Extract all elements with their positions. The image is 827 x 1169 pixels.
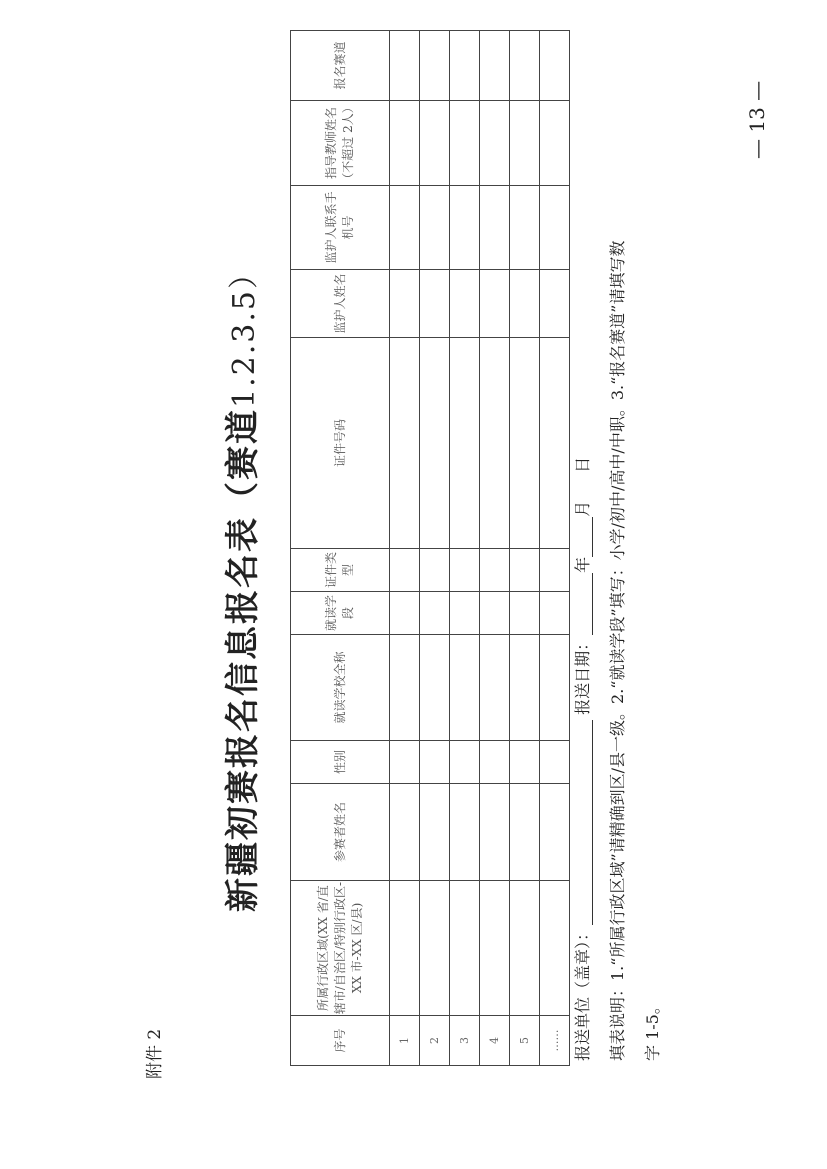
registration-table [290, 30, 570, 1066]
header-cell: 就读学校全称 [291, 635, 390, 741]
month-blank[interactable] [574, 517, 593, 557]
table-cell[interactable] [480, 592, 510, 635]
date-label: 报送日期： [573, 634, 592, 715]
row-number-cell: 2 [420, 1016, 450, 1066]
row-number-cell: 4 [480, 1016, 510, 1066]
table-cell[interactable] [480, 784, 510, 881]
table-cell[interactable] [390, 881, 420, 1016]
table-cell[interactable] [510, 784, 540, 881]
table-cell[interactable] [480, 31, 510, 101]
table-cell[interactable] [540, 338, 570, 549]
table-row [510, 31, 540, 1066]
note-line-2: 字 1-5。 [643, 998, 662, 1061]
unit-blank[interactable] [574, 720, 593, 925]
table-cell[interactable] [420, 338, 450, 549]
table-cell[interactable] [390, 270, 420, 338]
table-cell[interactable] [450, 881, 480, 1016]
header-cell: 参赛者姓名 [291, 784, 390, 881]
table-cell[interactable] [510, 549, 540, 592]
table-cell[interactable] [450, 784, 480, 881]
table-cell[interactable] [540, 101, 570, 186]
row-number-cell: 1 [390, 1016, 420, 1066]
table-cell[interactable] [480, 186, 510, 270]
row-number-cell: 5 [510, 1016, 540, 1066]
header-cell: 监护人联系手机号 [291, 186, 390, 270]
table-cell[interactable] [390, 186, 420, 270]
table-cell[interactable] [480, 881, 510, 1016]
table-cell[interactable] [450, 635, 480, 741]
unit-label: 报送单位（盖章）： [573, 924, 592, 1061]
table-cell[interactable] [510, 270, 540, 338]
table-cell[interactable] [450, 592, 480, 635]
table-cell[interactable] [390, 635, 420, 741]
header-cell: 指导教师姓名（不超过 2人） [291, 101, 390, 186]
table-row [420, 31, 450, 1066]
month-label: 月 [573, 500, 592, 517]
table-cell[interactable] [450, 270, 480, 338]
table-cell[interactable] [420, 270, 450, 338]
header-cell: 证件类型 [291, 549, 390, 592]
table-row [450, 31, 480, 1066]
table-cell[interactable] [450, 186, 480, 270]
table-cell[interactable] [390, 741, 420, 784]
report-line [570, 457, 593, 1061]
table-cell[interactable] [420, 741, 450, 784]
header-cell: 所属行政区域(XX 省/直辖市/自治区/特别行政区-XX 市-XX 区/县) [291, 881, 390, 1016]
table-cell[interactable] [540, 741, 570, 784]
table-cell[interactable] [390, 31, 420, 101]
table-cell[interactable] [480, 338, 510, 549]
table-cell[interactable] [390, 784, 420, 881]
table-cell[interactable] [510, 338, 540, 549]
table-cell[interactable] [480, 270, 510, 338]
table-cell[interactable] [450, 101, 480, 186]
attachment-label: 附件 2 [145, 1028, 165, 1079]
header-cell: 就读学段 [291, 592, 390, 635]
table-cell[interactable] [540, 784, 570, 881]
table-cell[interactable] [510, 101, 540, 186]
table-cell[interactable] [540, 549, 570, 592]
table-cell[interactable] [420, 101, 450, 186]
table-body [390, 31, 570, 1066]
year-blank[interactable] [574, 573, 593, 635]
table-cell[interactable] [480, 741, 510, 784]
header-cell: 报名赛道 [291, 31, 390, 101]
table-cell[interactable] [540, 186, 570, 270]
table-cell[interactable] [510, 186, 540, 270]
table-cell[interactable] [420, 881, 450, 1016]
table-cell[interactable] [420, 784, 450, 881]
header-cell: 性别 [291, 741, 390, 784]
header-cell: 监护人姓名 [291, 270, 390, 338]
year-label: 年 [573, 556, 592, 573]
table-cell[interactable] [390, 592, 420, 635]
day-label: 日 [573, 456, 592, 473]
table-cell[interactable] [540, 635, 570, 741]
row-number-cell: 3 [450, 1016, 480, 1066]
table-cell[interactable] [420, 549, 450, 592]
table-cell[interactable] [480, 101, 510, 186]
table-cell[interactable] [390, 338, 420, 549]
table-cell[interactable] [450, 338, 480, 549]
table-cell[interactable] [420, 635, 450, 741]
table-row [480, 31, 510, 1066]
table-header-row [291, 31, 390, 1066]
table-cell[interactable] [540, 270, 570, 338]
table-cell[interactable] [420, 186, 450, 270]
table-cell[interactable] [480, 549, 510, 592]
table-cell[interactable] [510, 592, 540, 635]
page-number: — 13 — [745, 80, 769, 159]
row-number-cell: …… [540, 1016, 570, 1066]
header-cell: 序号 [291, 1016, 390, 1066]
table-cell[interactable] [510, 31, 540, 101]
table-cell[interactable] [450, 549, 480, 592]
header-cell: 证件号码 [291, 338, 390, 549]
title-track: 1.2.3.5） [227, 257, 262, 408]
table-cell[interactable] [540, 881, 570, 1016]
table-cell[interactable] [390, 101, 420, 186]
table-cell[interactable] [510, 881, 540, 1016]
table-cell[interactable] [540, 31, 570, 101]
table-cell[interactable] [510, 635, 540, 741]
table-cell[interactable] [510, 741, 540, 784]
table-cell[interactable] [450, 31, 480, 101]
title-main: 新疆初赛报名信息报名表（赛道 [223, 407, 263, 912]
note-line-1: 填表说明：1.“所属行政区域”请精确到区/县一级。2.“就读学段”填写：小学/初中/高中/中职。3.“报名赛道”请填写数 [608, 240, 627, 1061]
table-cell[interactable] [480, 635, 510, 741]
table-row [540, 31, 570, 1066]
table-row [390, 31, 420, 1066]
table-cell[interactable] [450, 741, 480, 784]
table-cell[interactable] [420, 31, 450, 101]
table-cell[interactable] [540, 592, 570, 635]
table-cell[interactable] [390, 549, 420, 592]
table-cell[interactable] [420, 592, 450, 635]
page-title [215, 0, 264, 1169]
